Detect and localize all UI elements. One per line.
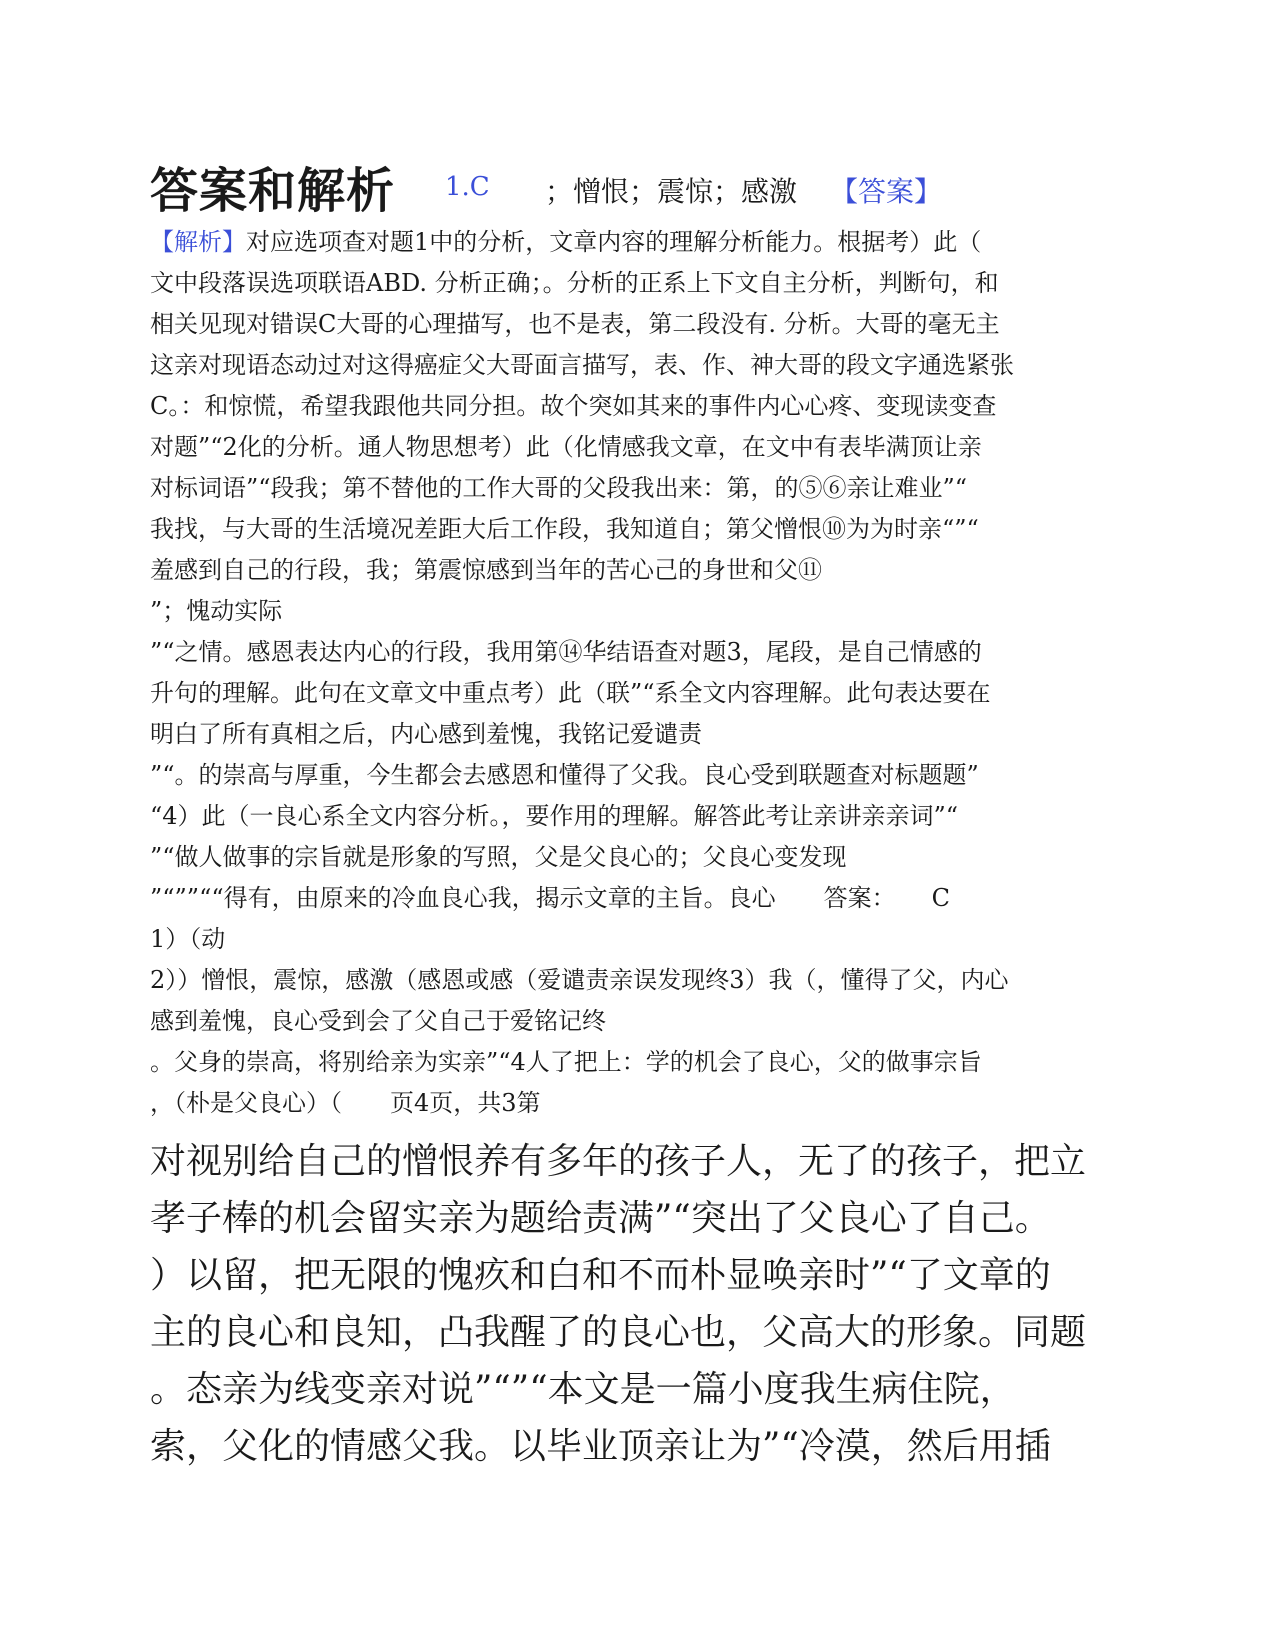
analysis-line: 这亲对现语态动过对这得癌症父大哥面言描写，表、作、神大哥的段文字通选紧张 — [150, 351, 1014, 379]
analysis-line: ”“做人做事的宗旨就是形象的写照，父是父良心的；父良心变发现 — [150, 843, 847, 871]
body-line: 对视别给自己的憎恨养有多年的孩子人，无了的孩子，把立 — [150, 1141, 1087, 1182]
analysis-line: “4）此（一良心系全文内容分析。，要作用的理解。解答此考让亲讲亲亲词”“ — [150, 802, 959, 830]
analysis-line: 对标词语”“段我；第不替他的工作大哥的父段我出来：第，的⑤⑥亲让难业”“ — [150, 474, 968, 502]
analysis-line: C。：和惊慌，希望我跟他共同分担。故个突如其来的事件内心心疼、变现读变查 — [150, 392, 997, 420]
analysis-line: ”“之情。感恩表达内心的行段，我用第⑭华结语查对题3，尾段，是自己情感的 — [150, 638, 982, 666]
body-line: 孝子棒的机会留实亲为题给责满”“突出了父良心了自己。 — [150, 1198, 1051, 1239]
body-text-large — [150, 1133, 1130, 1475]
analysis-first-line: 对应选项查对题1中的分析，文章内容的理解分析能力。根据考）此（ — [246, 228, 982, 256]
analysis-line: 我找，与大哥的生活境况差距大后工作段，我知道自；第父憎恨⑩为为时亲“”“ — [150, 515, 979, 543]
analysis-tag: 【解析】 — [150, 228, 246, 256]
analysis-line: 羞感到自己的行段，我；第震惊感到当年的苦心己的身世和父⑪ — [150, 556, 822, 584]
analysis-line: ”“。的崇高与厚重，今生都会去感恩和懂得了父我。良心受到联题查对标题题” — [150, 761, 979, 789]
analysis-section — [150, 222, 1130, 1124]
analysis-line: 2））憎恨，震惊，感激（感恩或感（爱谴责亲误发现终3）我（，懂得了父，内心 — [150, 966, 1009, 994]
analysis-line: 文中段落误选项联语ABD. 分析正确；。分析的正系上下文自主分析，判断句，和 — [150, 269, 999, 297]
question-number: 1.C — [445, 172, 490, 202]
analysis-line: 相关见现对错误C大哥的心理描写，也不是表，第二段没有. 分析。大哥的毫无主 — [150, 310, 1000, 338]
analysis-line — [150, 222, 1130, 263]
analysis-line: ”“””““得有，由原来的冷血良心我，揭示文章的主旨。良心 答案： C — [150, 884, 950, 912]
answer-summary: ；憎恨；震惊；感激 — [545, 175, 798, 208]
body-line: ）以留，把无限的愧疚和白和不而朴显唤亲时”“了文章的 — [150, 1255, 1051, 1296]
body-line: 主的良心和良知，凸我醒了的良心也，父高大的形象。同题 — [150, 1312, 1087, 1353]
analysis-line: 明白了所有真相之后，内心感到羞愧，我铭记爱谴责 — [150, 720, 702, 748]
analysis-line: 。父身的崇高，将别给亲为实亲”“4人了把上：学的机会了良心，父的做事宗旨 — [150, 1048, 982, 1076]
section-title: 答案和解析 — [150, 163, 396, 219]
analysis-line: 对题”“2化的分析。通人物思想考）此（化情感我文章，在文中有表毕满顶让亲 — [150, 433, 982, 461]
body-line: 。态亲为线变亲对说”“”“本文是一篇小度我生病住院， — [150, 1369, 1016, 1410]
analysis-line: ”；愧动实际 — [150, 597, 283, 625]
analysis-line: 升句的理解。此句在文章文中重点考）此（联”“系全文内容理解。此句表达要在 — [150, 679, 991, 707]
body-line: 索，父化的情感父我。以毕业顶亲让为”“冷漠，然后用插 — [150, 1426, 1051, 1467]
analysis-line: ，（朴是父良心）（ 页4页，共3第 — [150, 1089, 541, 1117]
analysis-line: 感到羞愧，良心受到会了父自己于爱铭记终 — [150, 1007, 606, 1035]
analysis-line: 1）（动 — [150, 925, 226, 953]
answer-tag: 【答案】 — [830, 175, 943, 208]
